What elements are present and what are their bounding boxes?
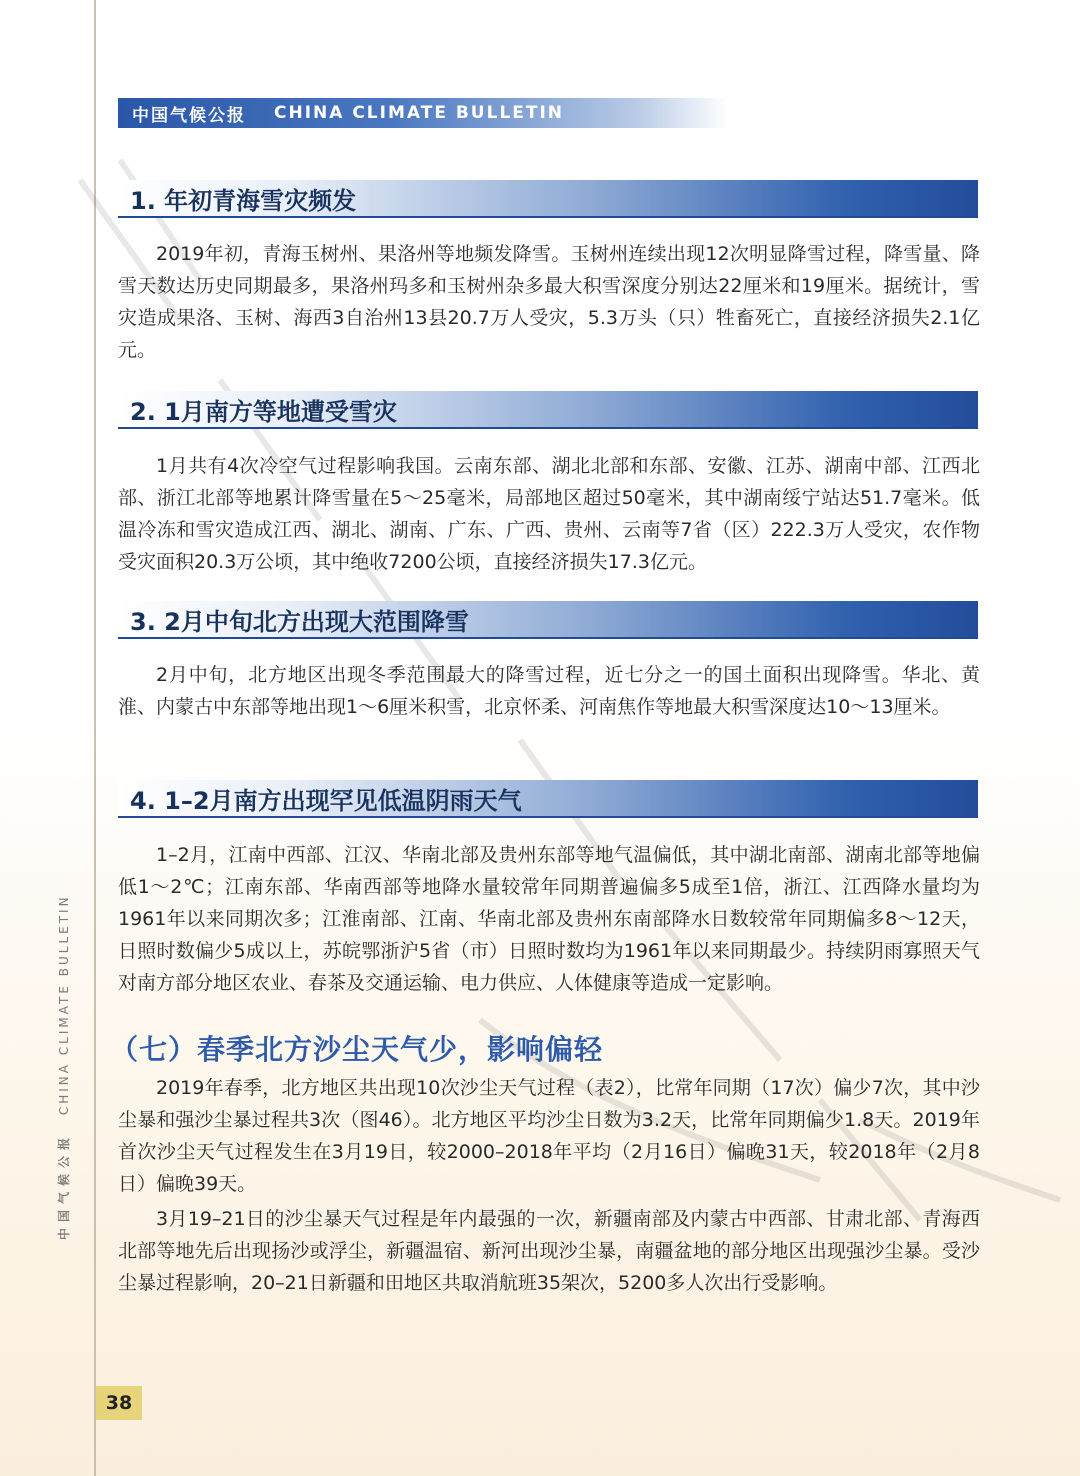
page-number: 38 [96, 1386, 142, 1420]
subsection-paragraph-2: 3月19–21日的沙尘暴天气过程是年内最强的一次，新疆南部及内蒙古中西部、甘肃北部、青海西北部等地先后出现扬沙或浮尘，新疆温宿、新河出现沙尘暴，南疆盆地的部分地区出现强沙尘暴。受沙尘暴过程影响，20–21日新疆和田地区共取消航班35架次，5200多人次出行受影响。 [118, 1208, 980, 1294]
section-3-paragraph: 2月中旬，北方地区出现冬季范围最大的降雪过程，近七分之一的国土面积出现降雪。华北、黄淮、内蒙古中东部等地出现1～6厘米积雪，北京怀柔、河南焦作等地最大积雪深度达10～13厘米。 [118, 664, 980, 718]
section-2-paragraph: 1月共有4次冷空气过程影响我国。云南东部、湖北北部和东部、安徽、江苏、湖南中部、江西北部、浙江北部等地累计降雪量在5～25毫米，局部地区超过50毫米，其中湖南绥宁站达51.7毫米。低温冷冻和雪灾造成江西、湖北、湖南、广东、广西、贵州、云南等7省（区）222.3万人受灾，农作物受灾面积20.3万公顷，其中绝收7200公顷，直接经济损失17.3亿元。 [118, 455, 980, 573]
subsection-paragraph-1: 2019年春季，北方地区共出现10次沙尘天气过程（表2），比常年同期（17次）偏少7次，其中沙尘暴和强沙尘暴过程共3次（图46）。北方地区平均沙尘日数为3.2天，比常年同期偏少1.8天。2019年首次沙尘天气过程发生在3月19日，较2000–2018年平均（2月16日）偏晚31天，较2018年（2月8日）偏晚39天。 [118, 1077, 980, 1195]
header-title-cn: 中国气候公报 [132, 105, 246, 126]
section-4-paragraph: 1–2月，江南中西部、江汉、华南北部及贵州东部等地气温偏低，其中湖北南部、湖南北部等地偏低1～2℃；江南东部、华南西部等地降水量较常年同期普遍偏多5成至1倍，浙江、江西降水量均为1961年以来同期次多；江淮南部、江南、华南北部及贵州东南部降水日数较常年同期偏多8～12天，日照时数偏少5成以上，苏皖鄂浙沪5省（市）日照时数均为1961年以来同期最少。持续阴雨寡照天气对南方部分地区农业、春茶及交通运输、电力供应、人体健康等造成一定影响。 [118, 844, 980, 994]
section-heading-2: 2. 1月南方等地遭受雪灾 [118, 391, 978, 429]
side-title-cn: 中国气候公报 [57, 1131, 71, 1240]
subsection-heading: （七）春季北方沙尘天气少，影响偏轻 [110, 1033, 604, 1066]
header-title-en: CHINA CLIMATE BULLETIN [274, 103, 565, 123]
side-title-en: CHINA CLIMATE BULLETIN [57, 894, 71, 1116]
bulletin-header-band [118, 98, 728, 128]
left-margin-line [94, 0, 96, 1476]
section-heading-3: 3. 2月中旬北方出现大范围降雪 [118, 601, 978, 639]
section-1-paragraph: 2019年初，青海玉树州、果洛州等地频发降雪。玉树州连续出现12次明显降雪过程，降雪量、降雪天数达历史同期最多，果洛州玛多和玉树州杂多最大积雪深度分别达22厘米和19厘米。据统计，雪灾造成果洛、玉树、海西3自治州13县20.7万人受灾，5.3万头（只）牲畜死亡，直接经济损失2.1亿元。 [118, 243, 980, 361]
section-heading-4: 4. 1–2月南方出现罕见低温阴雨天气 [118, 780, 978, 818]
side-running-title [55, 894, 72, 1240]
section-heading-1: 1. 年初青海雪灾频发 [118, 180, 978, 218]
